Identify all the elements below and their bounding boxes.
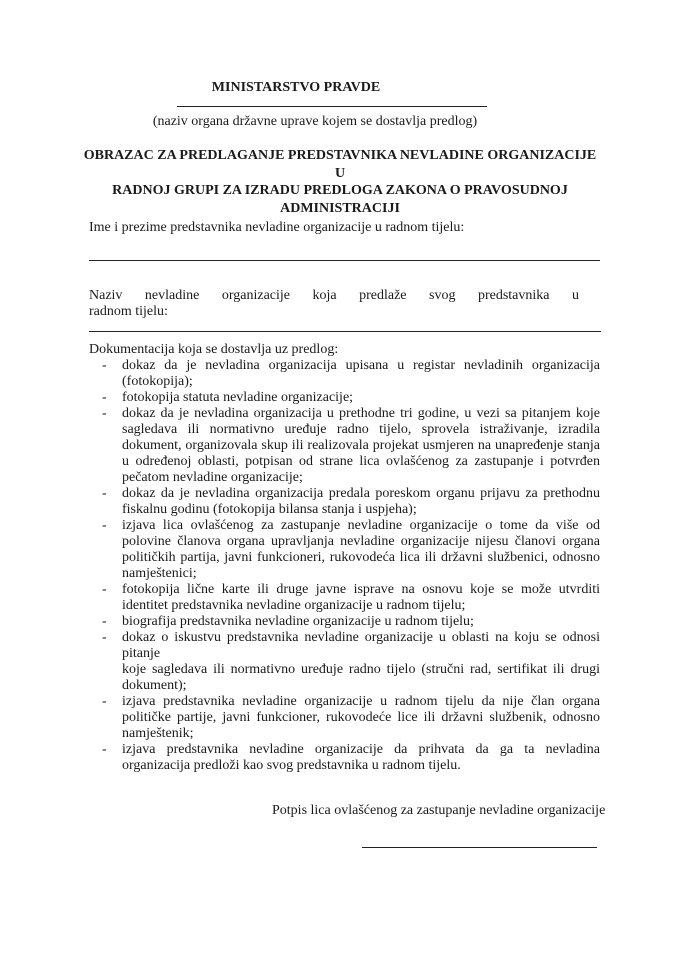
bullet-dash-icon: - bbox=[102, 486, 107, 501]
organization-name-field[interactable] bbox=[89, 312, 601, 332]
representative-name-field[interactable] bbox=[89, 240, 600, 261]
form-title bbox=[80, 147, 600, 217]
bullet-dash-icon: - bbox=[102, 518, 107, 533]
ministry-name: MINISTARSTVO PRAVDE bbox=[211, 80, 381, 95]
documentation-item-text: fotokopija lične karte ili druge javne isprave na osnovu koje se može utvrditi identitet predstavnika nevladine organizacije u radnom tijelu; bbox=[122, 582, 600, 613]
bullet-dash-icon: - bbox=[102, 582, 107, 597]
documentation-item-text: fotokopija statuta nevladine organizacije; bbox=[122, 390, 354, 405]
signature-field[interactable] bbox=[362, 830, 597, 848]
bullet-dash-icon: - bbox=[102, 406, 107, 421]
documentation-list bbox=[89, 358, 600, 774]
documentation-item bbox=[89, 390, 600, 406]
documentation-item bbox=[89, 630, 600, 694]
organization-label-line1: Naziv nevladine organizacije koja predlaže svog predstavnika u bbox=[89, 288, 579, 303]
bullet-dash-icon: - bbox=[102, 390, 107, 405]
representative-name-label: Ime i prezime predstavnika nevladine organizacije u radnom tijelu: bbox=[89, 220, 465, 235]
organization-label-line2: radnom tijelu: bbox=[89, 304, 168, 319]
title-line: OBRAZAC ZA PREDLAGANJE PREDSTAVNIKA NEVLADINE ORGANIZACIJE U bbox=[83, 148, 597, 181]
bullet-dash-icon: - bbox=[102, 694, 107, 709]
title-line: RADNOJ GRUPI ZA IZRADU PREDLOGA ZAKONA O PRAVOSUDNOJ bbox=[112, 183, 568, 198]
documentation-item-text: dokaz da je nevladina organizacija predala poreskom organu prijavu za prethodnu fiskalnu godinu (fotokopija bilansa stanja i uspjeha); bbox=[122, 486, 600, 517]
documentation-item-text: izjava predstavnika nevladine organizacije da prihvata da ga ta nevladina organizacija predloži kao svog predstavnika u radnom tijelu. bbox=[122, 742, 600, 773]
documentation-item-text: biografija predstavnika nevladine organizacije u radnom tijelu; bbox=[122, 614, 474, 629]
ministry-underline bbox=[177, 106, 487, 107]
documentation-item-text: izjava predstavnika nevladine organizacije u radnom tijelu da nije član organa političke partije, javni funkcioner, rukovodeće lice ili državni službenik, odnosno namještenik; bbox=[122, 694, 600, 741]
documentation-item bbox=[89, 742, 600, 774]
title-line: ADMINISTRACIJI bbox=[280, 200, 400, 216]
bullet-dash-icon: - bbox=[102, 614, 107, 629]
documentation-heading: Dokumentacija koja se dostavlja uz predlog: bbox=[89, 342, 339, 357]
documentation-item-text: izjava lica ovlašćenog za zastupanje nevladine organizacije o tome da više od polovine članova organa upravljanja nevladine organizacije nijesu članovi organa političkih partija, javni funkcioneri, rukovodeća lica ili državni službenici, odnosno namještenici; bbox=[122, 518, 600, 581]
documentation-item bbox=[89, 582, 600, 614]
bullet-dash-icon: - bbox=[102, 630, 107, 645]
documentation-item bbox=[89, 614, 600, 630]
documentation-item-text: dokaz o iskustvu predstavnika nevladine organizacije u oblasti na koju se odnosi pitanje bbox=[122, 630, 600, 661]
bullet-dash-icon: - bbox=[102, 742, 107, 757]
documentation-item-text: koje sagledava ili normativno uređuje radno tijelo (stručni rad, sertifikat ili drugi dokument); bbox=[122, 662, 600, 693]
bullet-dash-icon: - bbox=[102, 358, 107, 373]
documentation-item bbox=[89, 518, 600, 582]
ministry-caption: (naziv organa državne uprave kojem se dostavlja predlog) bbox=[152, 114, 478, 129]
documentation-item bbox=[89, 406, 600, 486]
documentation-item-text: dokaz da je nevladina organizacija u prethodne tri godine, u vezi sa pitanjem koje sagledava ili normativno uređuje radno tijelo, sprovela istraživanje, izradila dokument, organizovala skup ili realizovala projekat usmjeren na unapređenje stanja u određenoj oblasti, potpisan od strane lica ovlašćenog za zastupanje i potvrđen pečatom nevladine organizacije; bbox=[122, 406, 600, 485]
documentation-item bbox=[89, 486, 600, 518]
signature-label: Potpis lica ovlašćenog za zastupanje nevladine organizacije bbox=[272, 803, 606, 818]
documentation-item-text: dokaz da je nevladina organizacija upisana u registar nevladinih organizacija (fotokopija); bbox=[122, 358, 600, 389]
documentation-item bbox=[89, 694, 600, 742]
documentation-item bbox=[89, 358, 600, 390]
